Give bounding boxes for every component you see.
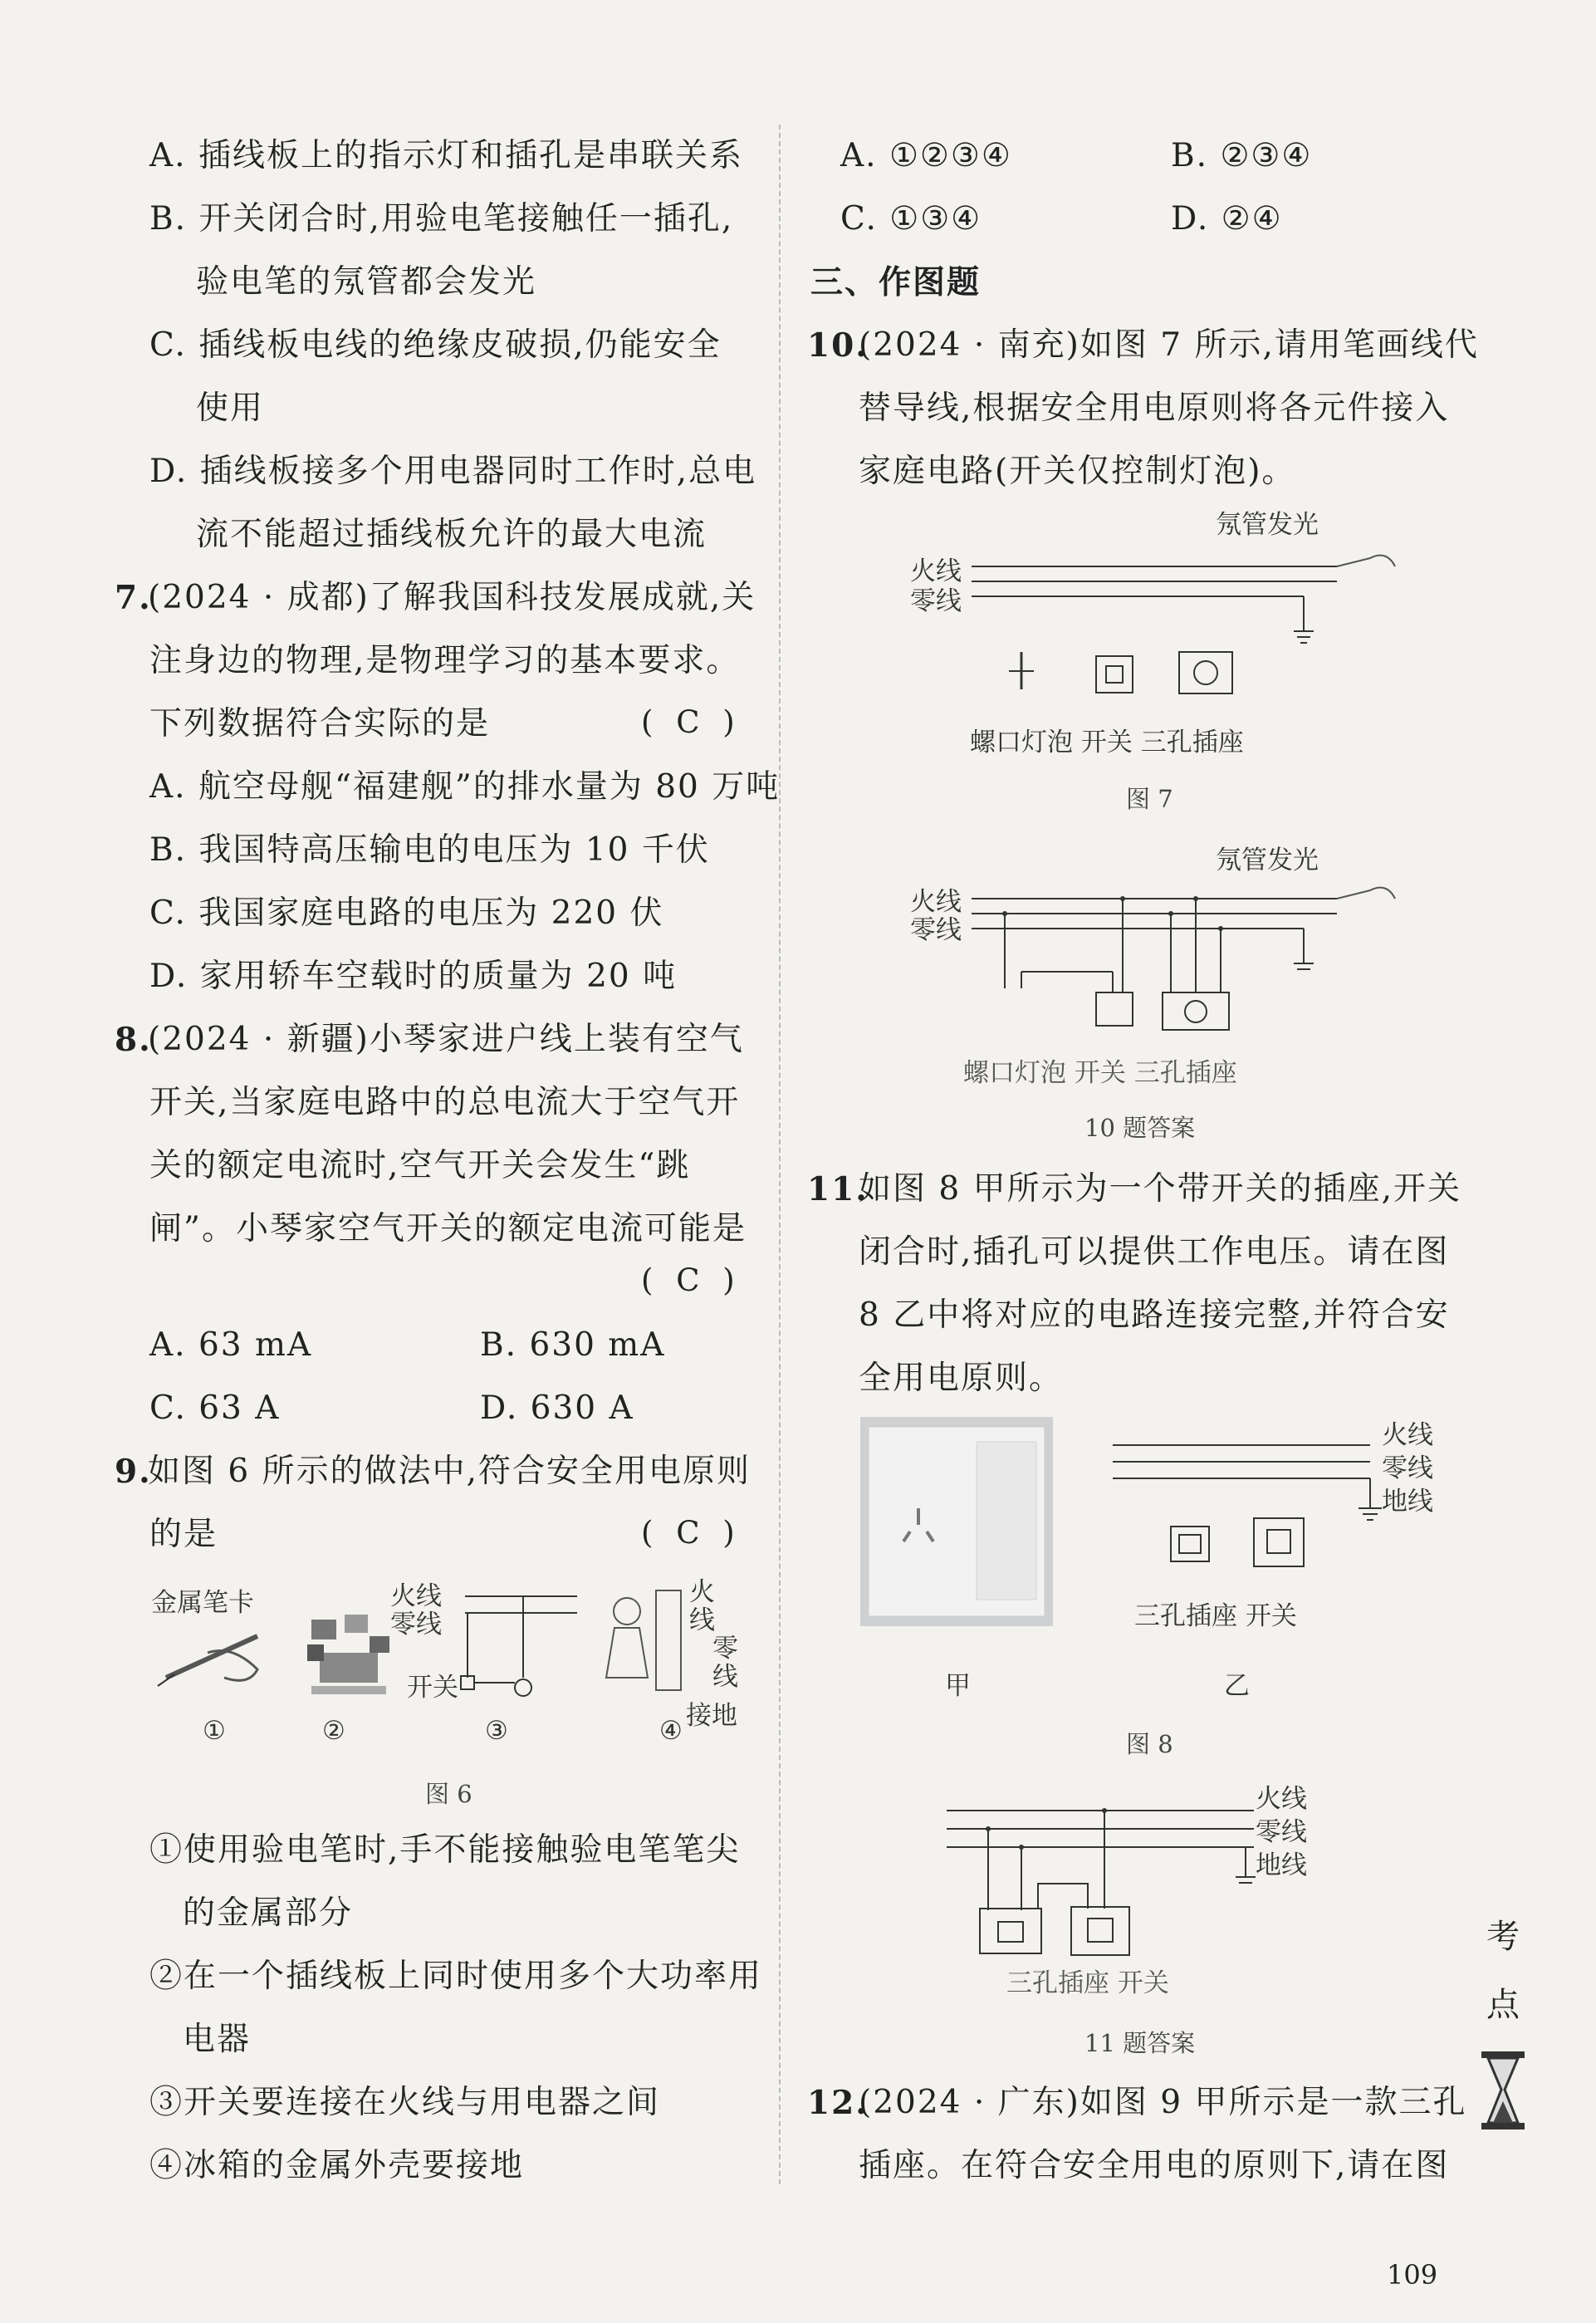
q12-stem-line1: (2024 · 广东)如图 9 甲所示是一款三孔 [859, 2084, 1467, 2121]
q7-number: 7. [115, 579, 152, 617]
q9-statement-2-line2: 电器 [183, 2021, 252, 2058]
fig6-test-pen-illustration [158, 1620, 282, 1703]
q7-stem-line1: (2024 · 成都)了解我国科技发展成就,关 [148, 579, 756, 616]
q10-answer-circuit-diagram [905, 839, 1420, 1055]
q7-stem-line3: 下列数据符合实际的是 [149, 705, 491, 742]
fig7-neutral-line-label: 零线 [910, 586, 962, 616]
fig8-component-labels: 三孔插座 开关 [1134, 1601, 1297, 1631]
sidebar-label-kao: 考 [1486, 1918, 1520, 1956]
q7-option-b: B. 我国特高压输电的电压为 10 千伏 [149, 831, 710, 869]
q9-option-a: A. ①②③④ [840, 137, 1012, 174]
q7-option-d: D. 家用轿车空载时的质量为 20 吨 [149, 958, 678, 995]
q6-option-c-line1: C. 插线板电线的绝缘皮破损,仍能安全 [149, 326, 722, 364]
q11-answer-neutral-line-label: 零线 [1256, 1817, 1307, 1847]
q8-option-c: C. 63 A [149, 1389, 281, 1427]
fig7-circuit-diagram [905, 507, 1420, 706]
page-number: 109 [1387, 2259, 1438, 2291]
sidebar-label-dian: 点 [1486, 1986, 1520, 2024]
q9-answer: ( C ) [641, 1515, 742, 1551]
fig8-label-jia: 甲 [945, 1671, 971, 1701]
fig6-ground-label: 接地 [686, 1701, 737, 1731]
q12-stem-line2: 插座。在符合安全用电的原则下,请在图 [859, 2147, 1450, 2184]
q9-stem-line1: 如图 6 所示的做法中,符合安全用电原则 [148, 1453, 751, 1490]
q9-statement-1-line2: 的金属部分 [183, 1894, 354, 1932]
q9-option-c: C. ①③④ [840, 200, 982, 238]
q10-answer-component-labels: 螺口灯泡 开关 三孔插座 [963, 1058, 1237, 1088]
q8-option-a: A. 63 mA [149, 1326, 313, 1364]
q9-stem-line2: 的是 [149, 1516, 218, 1553]
fig8-neutral-line-label: 零线 [1382, 1453, 1433, 1483]
q8-option-d: D. 630 A [480, 1389, 634, 1427]
q8-stem-line2: 开关,当家庭电路中的总电流大于空气开 [149, 1084, 741, 1121]
fig7-neon-label: 氖管发光 [1216, 510, 1319, 540]
fig6-fridge-illustration [598, 1582, 689, 1715]
fig8-ground-line-label: 地线 [1382, 1487, 1433, 1517]
q7-answer: ( C ) [641, 704, 742, 740]
q7-option-a: A. 航空母舰“福建舰”的排水量为 80 万吨 [149, 768, 781, 806]
fig8-caption: 图 8 [1126, 1730, 1173, 1758]
column-divider [779, 125, 781, 2184]
fig6-neutral-line-vertical-label: 零线 [712, 1634, 738, 1692]
q11-stem-line3: 8 乙中将对应的电路连接完整,并符合安 [859, 1296, 1450, 1334]
q7-option-c: C. 我国家庭电路的电压为 220 伏 [149, 894, 664, 932]
q12-number: 12. [807, 2084, 869, 2122]
q11-answer-fire-line-label: 火线 [1256, 1784, 1307, 1814]
fig7-caption: 图 7 [1126, 785, 1173, 813]
q10-stem-line3: 家庭电路(开关仅控制灯泡)。 [859, 453, 1296, 490]
q9-option-d: D. ②④ [1171, 200, 1283, 238]
fig8-fire-line-label: 火线 [1382, 1420, 1433, 1450]
q9-statement-1-line1: ①使用验电笔时,手不能接触验电笔笔尖 [149, 1831, 741, 1869]
q6-option-b-line2: 验电笔的氖管都会发光 [196, 263, 537, 301]
q11-answer-circuit-diagram [938, 1786, 1287, 1977]
section-heading: 三、作图题 [810, 263, 982, 301]
fig6-switch-label: 开关 [407, 1673, 458, 1703]
q8-option-b: B. 630 mA [480, 1326, 666, 1364]
q10-stem-line1: (2024 · 南充)如图 7 所示,请用笔画线代 [859, 326, 1479, 364]
q10-stem-line2: 替导线,根据安全用电原则将各元件接入 [859, 390, 1450, 427]
q8-stem-line4: 闸”。小琴家空气开关的额定电流可能是 [149, 1210, 747, 1247]
fig6-fire-line-vertical-label: 火线 [689, 1577, 715, 1635]
q9-statement-3: ③开关要连接在火线与用电器之间 [149, 2084, 661, 2121]
q10-number: 10. [807, 326, 869, 365]
q7-stem-line2: 注身边的物理,是物理学习的基本要求。 [149, 642, 741, 679]
fig7-component-labels: 螺口灯泡 开关 三孔插座 [970, 728, 1244, 757]
q10-answer-caption: 10 题答案 [1084, 1114, 1196, 1142]
fig6-item-2: ② [322, 1716, 345, 1746]
fig7-fire-line-label: 火线 [910, 556, 962, 586]
q11-stem-line1: 如图 8 甲所示为一个带开关的插座,开关 [859, 1170, 1462, 1208]
q10-answer-neon-label: 氖管发光 [1216, 845, 1319, 875]
q9-option-b: B. ②③④ [1171, 137, 1313, 174]
fig8-label-yi: 乙 [1224, 1671, 1250, 1701]
fig6-power-strip-illustration [303, 1611, 394, 1703]
fig8-socket-photo [860, 1417, 1060, 1633]
fig6-metal-clip-label: 金属笔卡 [151, 1588, 254, 1618]
q8-number: 8. [115, 1021, 152, 1059]
fig6-item-1: ① [203, 1716, 226, 1746]
fig6-item-3: ③ [485, 1716, 508, 1746]
hourglass-icon [1480, 2051, 1530, 2134]
q10-answer-neutral-line-label: 零线 [910, 915, 962, 945]
q8-answer: ( C ) [641, 1262, 742, 1298]
q10-answer-fire-line-label: 火线 [910, 887, 962, 917]
q6-option-d-line2: 流不能超过插线板允许的最大电流 [196, 516, 707, 553]
q6-option-c-line2: 使用 [196, 390, 265, 427]
q11-answer-caption: 11 题答案 [1084, 2029, 1196, 2057]
q9-number: 9. [115, 1453, 152, 1491]
q6-option-b-line1: B. 开关闭合时,用验电笔接触任一插孔, [149, 200, 734, 238]
q8-stem-line3: 关的额定电流时,空气开关会发生“跳 [149, 1147, 691, 1184]
fig6-neutral-line-label: 零线 [390, 1610, 442, 1639]
fig6-fire-line-label: 火线 [390, 1581, 442, 1611]
q9-statement-4: ④冰箱的金属外壳要接地 [149, 2147, 525, 2184]
q11-number: 11. [807, 1170, 869, 1208]
q8-stem-line1: (2024 · 新疆)小琴家进户线上装有空气 [148, 1021, 744, 1058]
q11-answer-ground-line-label: 地线 [1256, 1850, 1307, 1880]
q6-option-d-line1: D. 插线板接多个用电器同时工作时,总电 [149, 453, 757, 490]
q11-stem-line2: 闭合时,插孔可以提供工作电压。请在图 [859, 1233, 1450, 1271]
q11-answer-component-labels: 三孔插座 开关 [1006, 1968, 1169, 1998]
fig6-item-4: ④ [659, 1716, 683, 1746]
q11-stem-line4: 全用电原则。 [859, 1360, 1064, 1397]
fig6-caption: 图 6 [425, 1780, 472, 1808]
q6-option-a: A. 插线板上的指示灯和插孔是串联关系 [149, 137, 743, 174]
q9-statement-2-line1: ②在一个插线板上同时使用多个大功率用 [149, 1958, 763, 1995]
